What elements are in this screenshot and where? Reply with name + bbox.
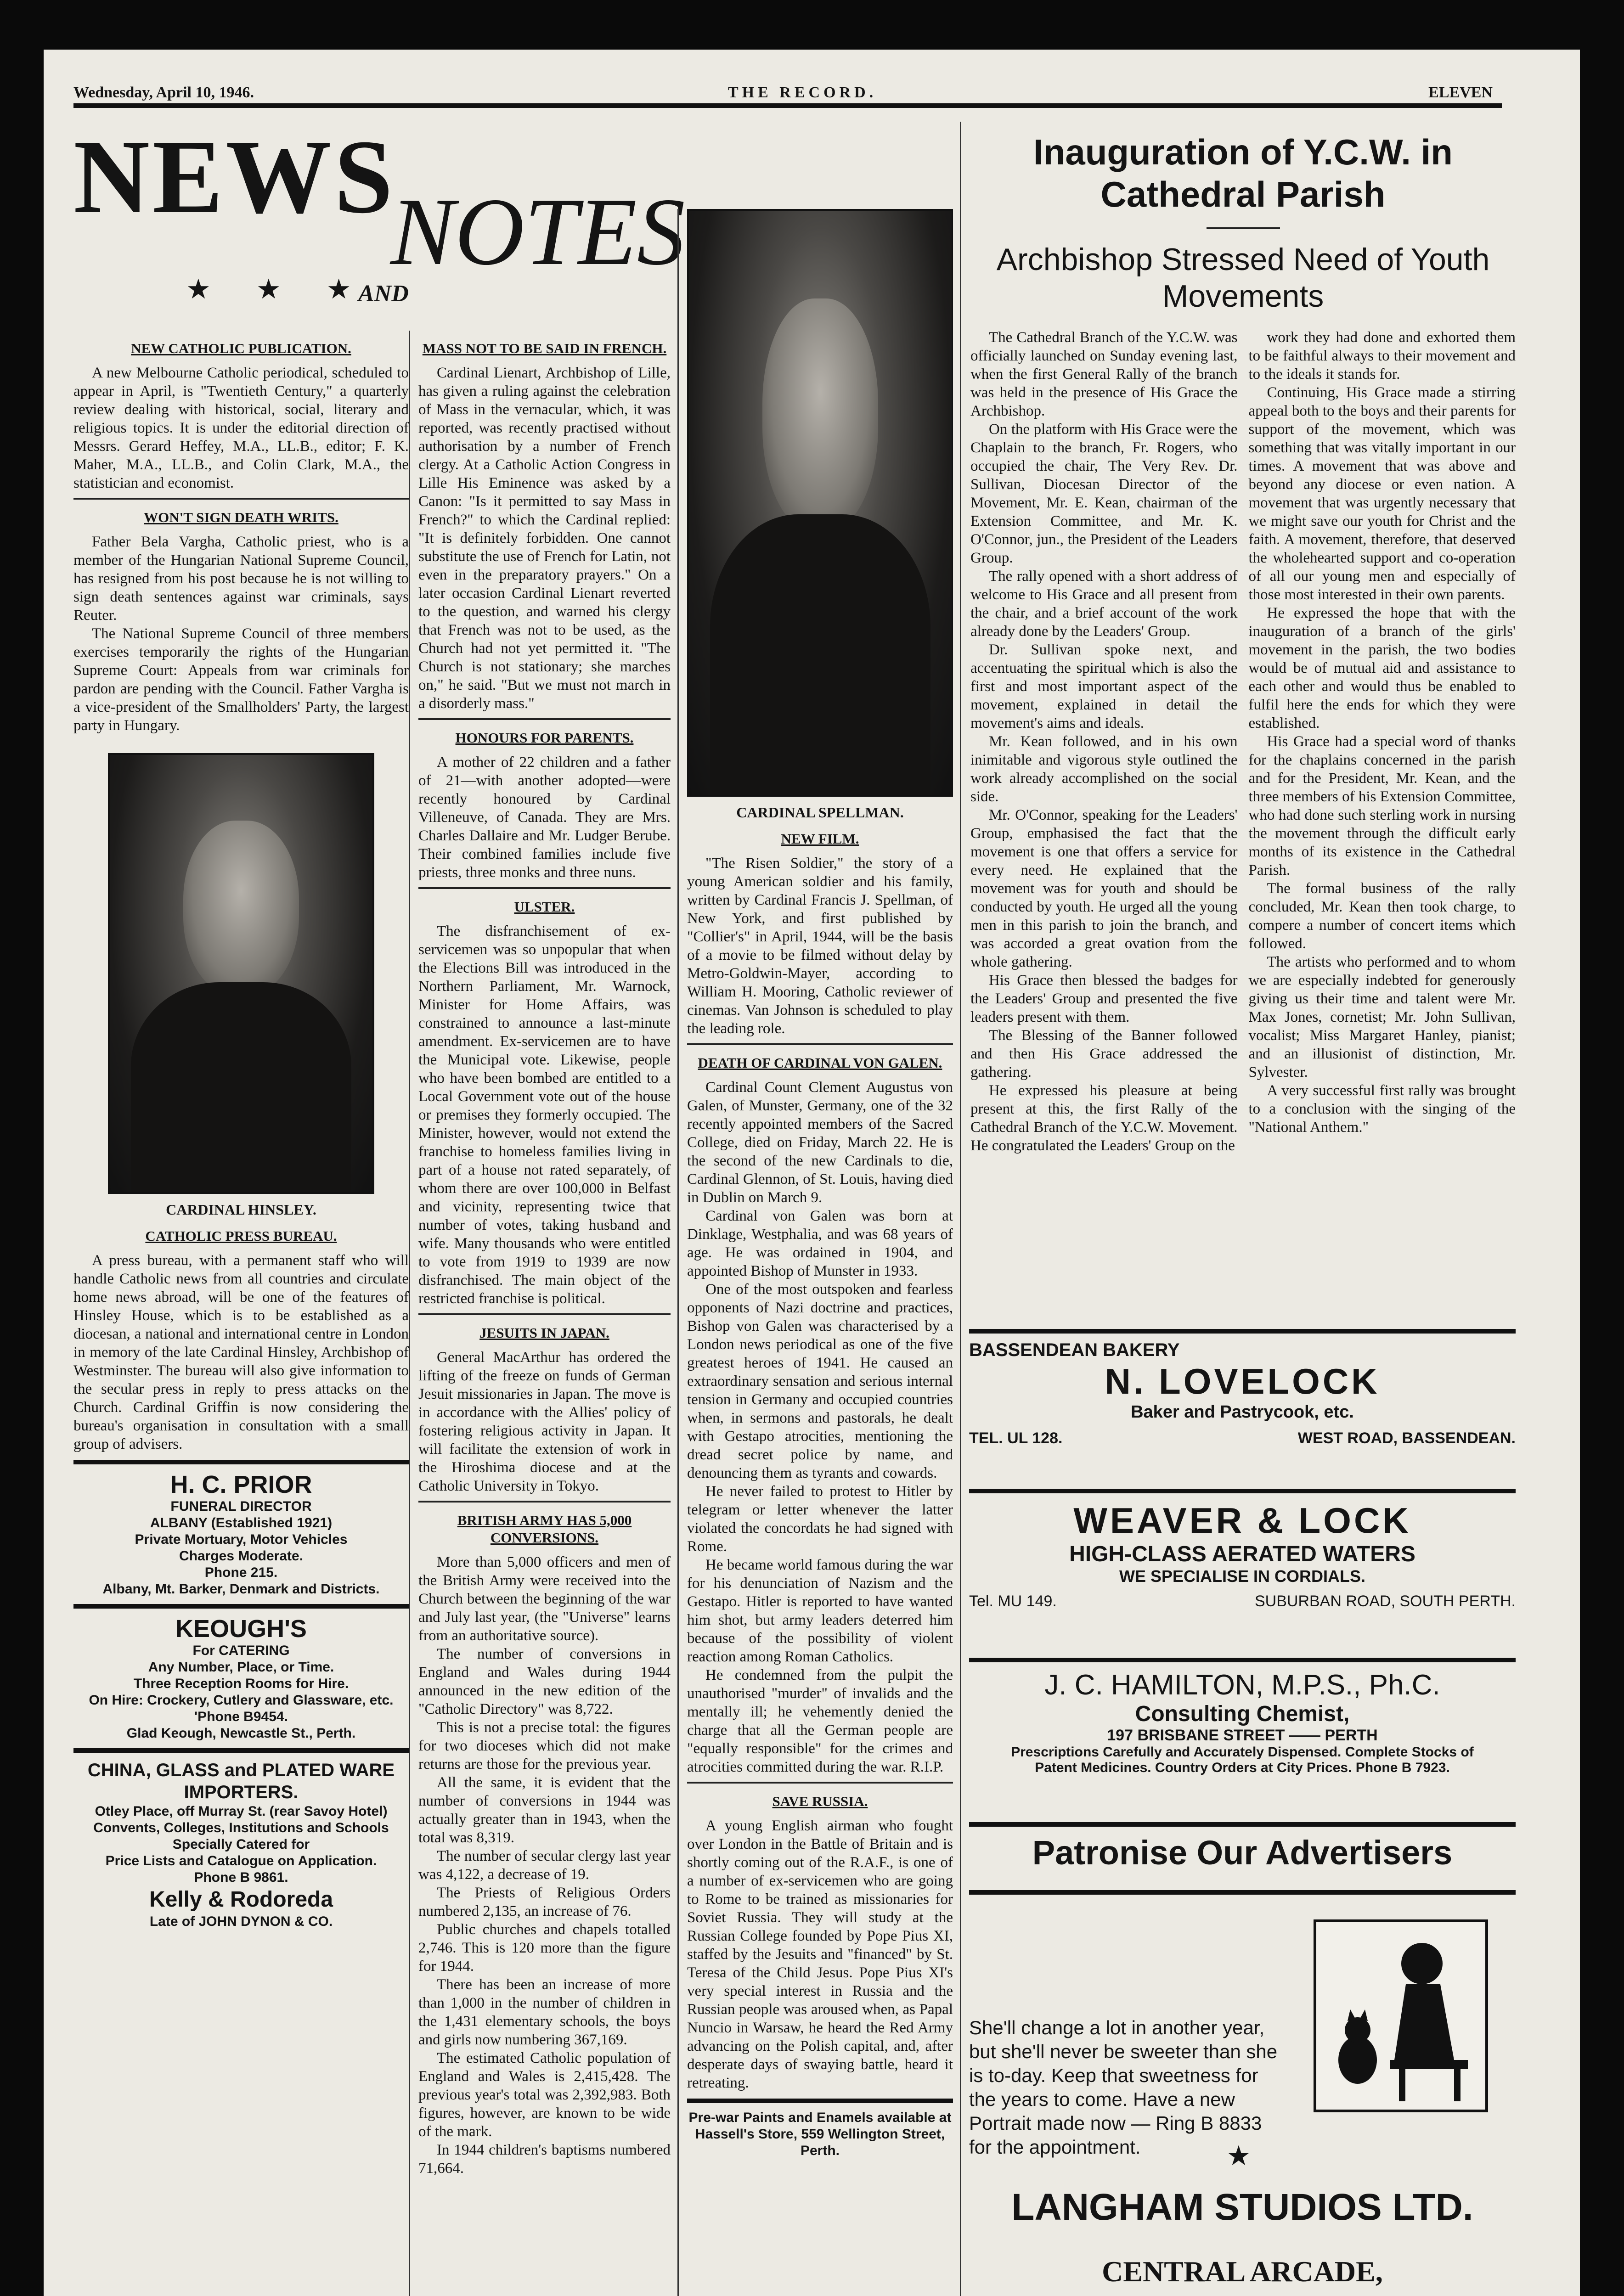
article-body: Mr. Kean followed, and in his own inimitable and vigorous style outlined the work already accomplished on the social side. xyxy=(970,733,1238,805)
ad-line: Glad Keough, Newcastle St., Perth. xyxy=(126,1726,356,1741)
article-body: "The Risen Soldier," the story of a young American soldier and his family, written by Cardinal Francis J. Spellman, of New York, and first published by "Collier's" in April, 1944, will be the basis of a movie to be filmed without delay by Metro-Goldwin-Mayer, according to William H. Mooring, Catholic reviewer of cinemas. Van Johnson is scheduled to play the leading role. xyxy=(687,855,953,1037)
headline: NEW CATHOLIC PUBLICATION. xyxy=(131,340,351,356)
divider xyxy=(418,1501,671,1503)
article-body: A press bureau, with a permanent staff who will handle Catholic news from all countries and circulate home news abroad, will be one of the features of Hinsley House, which is to be established as a diocesan, a national and international centre in London in memory of the late Cardinal Hinsley, Archbishop of Westminster. The bureau will also give information to the secular press in reply to press attacks on the Church. Cardinal Griffin is now considering the bureau's organisation in consultation with a small group of advisers. xyxy=(73,1252,409,1452)
masthead-and: AND xyxy=(358,281,409,307)
column-2 xyxy=(409,331,671,2296)
headline: MASS NOT TO BE SAID IN FRENCH. xyxy=(422,340,667,356)
ad-line: Otley Place, off Murray St. (rear Savoy Hotel) xyxy=(95,1804,388,1819)
article-body: This is not a precise total: the figures for two dioceses which did not make returns are those for the previous year. xyxy=(418,1719,671,1773)
cardinal-spellman-photo xyxy=(687,209,953,797)
ad-weaver-lock xyxy=(969,1500,1516,1651)
column-3 xyxy=(677,209,953,2296)
advertisement-kelly-rodoreda xyxy=(73,1759,409,1930)
ad-line: Three Reception Rooms for Hire. xyxy=(133,1676,349,1691)
divider xyxy=(1207,227,1280,229)
ad-line: ALBANY (Established 1921) xyxy=(150,1515,333,1531)
article-body: He never failed to protest to Hitler by telegram or letter whenever the latter violated the concordats he had signed with Rome. xyxy=(687,1483,953,1555)
ad-top: BASSENDEAN BAKERY xyxy=(969,1340,1180,1360)
ad-line: Patent Medicines. Country Orders at City Prices. Phone B 7923. xyxy=(1035,1760,1450,1775)
advertiser-name: N. LOVELOCK xyxy=(1105,1361,1380,1401)
divider xyxy=(418,718,671,720)
advertiser-name: LANGHAM STUDIOS LTD. xyxy=(1011,2186,1473,2228)
divider xyxy=(969,1822,1516,1827)
ad-line: 197 BRISBANE STREET —— PERTH xyxy=(1107,1727,1378,1744)
divider xyxy=(969,1890,1516,1895)
advertisement-keoughs xyxy=(73,1615,409,1742)
masthead-stars: ★ ★ ★ xyxy=(186,273,370,305)
divider xyxy=(687,1043,953,1045)
article-body: Public churches and chapels totalled 2,746. This is 120 more than the figure for 1944. xyxy=(418,1921,671,1975)
article-body: All the same, it is evident that the number of conversions in 1944 was actually greater than in 1943, when the total was 8,319. xyxy=(418,1774,671,1846)
article-body: The number of secular clergy last year was 4,122, a decrease of 19. xyxy=(418,1848,671,1883)
portrait-silhouette-illustration xyxy=(1314,1919,1488,2112)
article-body: There has been an increase of more than 1,000 in the number of children in the 1,431 elementary schools, the boys and girls now numbering 367,169. xyxy=(418,1976,671,2048)
ad-line: Charges Moderate. xyxy=(179,1548,304,1564)
divider xyxy=(969,1658,1516,1662)
article-body: His Grace then blessed the badges for the Leaders' Group and presented the five leaders present with them. xyxy=(970,972,1238,1025)
paint-advertisement: Pre-war Paints and Enamels available at Hassell's Store, 559 Wellington Street, Perth. xyxy=(688,2110,952,2158)
article-body: A very successful first rally was brought to a conclusion with the singing of the "National Anthem." xyxy=(1248,1082,1516,1136)
divider xyxy=(73,1604,409,1609)
article-body: He expressed the hope that with the inauguration of a branch of the girls' movement in the parish, the two bodies would be of mutual aid and assistance to each other and would thus be enabled to fulfil here the ends for which they were established. xyxy=(1248,605,1516,732)
ad-contact-row xyxy=(969,1429,1516,1447)
ad-line: HIGH-CLASS AERATED WATERS xyxy=(1069,1542,1415,1566)
star-icon: ★ xyxy=(1226,2140,1251,2171)
article-body: Cardinal Count Clement Augustus von Galen, of Munster, Germany, one of the 32 recently appointed members of the Sacred College, died on Friday, March 22. He is the second of the new Cardinals to die, Cardinal Glennon, of St. Louis, having died in Dublin on March 9. xyxy=(687,1079,953,1206)
ad-line: On Hire: Crockery, Cutlery and Glassware, etc. 'Phone B9454. xyxy=(89,1693,394,1724)
ad-line: Price Lists and Catalogue on Application. xyxy=(105,1853,377,1868)
ad-line: WE SPECIALISE IN CORDIALS. xyxy=(1119,1567,1366,1586)
article-body: The number of conversions in England and Wales during 1944 announced in the new edition of the "Catholic Directory" was 8,722. xyxy=(418,1646,671,1717)
photo-caption: CARDINAL SPELLMAN. xyxy=(736,804,904,821)
page-number: ELEVEN xyxy=(1428,84,1493,101)
headline: ULSTER. xyxy=(514,899,575,915)
advertiser-name: KEOUGH'S xyxy=(175,1615,307,1643)
article-body: Cardinal von Galen was born at Dinklage, Westphalia, and was 68 years of age. He was ordained in 1904, and appointed Bishop of Munster in 1933. xyxy=(687,1208,953,1279)
divider xyxy=(969,1489,1516,1493)
article-body: On the platform with His Grace were the Chaplain to the branch, Fr. Rogers, who occupied the chair, The Very Rev. Dr. Sullivan, Diocesan Director of the Movement, Mr. E. Kean, chairman of the Extension Committee, and Mr. K. O'Connor, jun., the President of the Leaders Group. xyxy=(970,421,1238,566)
headline: BRITISH ARMY HAS 5,000 CONVERSIONS. xyxy=(457,1512,632,1546)
article-body: He became world famous during the war for his denunciation of Nazism and the Gestapo. Hitler is reported to have wanted him shot, but army leaders deterred him because of the possibility of violent reaction among Roman Catholics. xyxy=(687,1557,953,1665)
ad-tel: TEL. UL 128. xyxy=(969,1429,1063,1447)
divider xyxy=(969,1329,1516,1334)
article-body: The estimated Catholic population of England and Wales is 2,415,428. The previous year's total was 2,392,983. Both figures, however, are known to be wide of the mark. xyxy=(418,2050,671,2140)
divider xyxy=(687,1782,953,1784)
divider xyxy=(687,2099,953,2103)
article-body: He expressed his pleasure at being present at this, the first Rally of the Cathedral Branch of the Y.C.W. Movement. He congratulated the Leaders' Group on the xyxy=(970,1082,1238,1154)
article-body: The formal business of the rally concluded, Mr. Kean then took charge, to compere a number of concert items which followed. xyxy=(1248,880,1516,952)
advertiser-heading: CHINA, GLASS and PLATED WARE IMPORTERS. xyxy=(87,1760,395,1802)
advertisement-prior xyxy=(73,1471,409,1598)
ad-address: WEST ROAD, BASSENDEAN. xyxy=(1297,1429,1516,1447)
article-body: Mr. O'Connor, speaking for the Leaders' Group, emphasised the fact that the movement is one that offers a service for every need. He explained that the movement was for youth and should be conducted by youth. He urged all the young men in this parish to join the branch, and was accorded a great ovation from the whole gathering. xyxy=(970,807,1238,970)
article-body: A mother of 22 children and a father of 21—with another adopted—were recently honoured by Cardinal Villeneuve, of Canada. They are Mrs. Charles Dallaire and Mr. Ludger Berube. Their combined families include five priests, three monks and three nuns. xyxy=(418,754,671,881)
divider xyxy=(73,498,409,500)
article-column-b xyxy=(1249,328,1516,1155)
masthead-notes: NOTES xyxy=(390,179,685,285)
ad-line: FUNERAL DIRECTOR xyxy=(170,1499,312,1514)
portrait-face xyxy=(183,821,299,996)
ad-line: Any Number, Place, or Time. xyxy=(148,1660,334,1675)
article-title: Inauguration of Y.C.W. in Cathedral Parish xyxy=(1033,132,1453,214)
article-subtitle: Archbishop Stressed Need of Youth Movements xyxy=(996,242,1490,314)
headline: WON'T SIGN DEATH WRITS. xyxy=(144,509,338,525)
ad-line: Consulting Chemist, xyxy=(1135,1702,1350,1726)
ad-line: Phone B 9861. xyxy=(194,1870,288,1885)
advertiser-name: H. C. PRIOR xyxy=(170,1471,312,1498)
headline: SAVE RUSSIA. xyxy=(772,1793,868,1809)
masthead-news: NEWS xyxy=(73,118,396,235)
running-head xyxy=(73,80,1502,108)
article-body: The disfranchisement of ex-servicemen was so unpopular that when the Elections Bill was introduced in the Northern Parliament, Mr. Warnock, Minister for Home Affairs, was constrained to announce a last-minute amendment. Ex-servicemen are to have the Municipal vote. Likewise, people who have been bombed are entitled to a Local Government vote out of the house or premises they formerly occupied. The Minister, however, would not extend the franchise to homeless families living in part of a house not rated separately, of whom there are over 100,000 in Belfast and vicinity, representing twice that number of votes, taking husband and wife. Many thousands who were entitled to vote from 1919 to 1939 are now disfranchised. The main object of the restricted franchise is political. xyxy=(418,923,671,1307)
divider xyxy=(73,1460,409,1464)
ad-line: Phone 215. xyxy=(204,1565,278,1580)
photo-caption: CARDINAL HINSLEY. xyxy=(166,1201,316,1218)
article-body: His Grace had a special word of thanks for the chaplains concerned in the parish and for the President, Mr. Kean, and the three members of his Extension Committee, who had done such sterling work in nursing the movement through the difficult early months of its existence in the Cathedral Parish. xyxy=(1248,733,1516,878)
advertiser-name: J. C. HAMILTON, M.P.S., Ph.C. xyxy=(1044,1669,1440,1701)
article-body: The Priests of Religious Orders numbered 2,135, an increase of 76. xyxy=(418,1885,671,1919)
issue-date: Wednesday, April 10, 1946. xyxy=(73,84,254,101)
portrait-body xyxy=(131,982,351,1192)
ad-line: CENTRAL ARCADE, xyxy=(1102,2255,1383,2288)
divider xyxy=(73,1748,409,1753)
ad-langham-studios xyxy=(969,1901,1516,2296)
column-1 xyxy=(73,331,409,2296)
article-body: The Cathedral Branch of the Y.C.W. was officially launched on Sunday evening last, when the first General Rally of the branch was held in the presence of His Grace the Archbishop. xyxy=(970,329,1238,419)
headline: HONOURS FOR PARENTS. xyxy=(455,730,634,746)
news-and-notes-masthead xyxy=(73,118,685,342)
portrait-face xyxy=(762,298,878,532)
advertiser-name: WEAVER & LOCK xyxy=(1073,1500,1411,1541)
article-body: The rally opened with a short address of welcome to His Grace and all present from the chair, and a brief account of the work already done by the Leaders' Group. xyxy=(970,568,1238,640)
ad-line: Late of JOHN DYNON & CO. xyxy=(149,1914,333,1929)
article-body: Father Bela Vargha, Catholic priest, who is a member of the Hungarian National Supreme Council, has resigned from his post because he is not willing to sign death sentences against war criminals, says Reuter. xyxy=(73,534,409,624)
article-column-a xyxy=(970,328,1238,1155)
right-ads xyxy=(969,1322,1516,2296)
ad-line: Private Mortuary, Motor Vehicles xyxy=(135,1532,348,1547)
ad-line: Baker and Pastrycook, etc. xyxy=(1131,1402,1354,1422)
advertiser-name: Kelly & Rodoreda xyxy=(149,1887,333,1912)
article-body: He condemned from the pulpit the unauthorised "murder" of invalids and the mentally ill; he vehemently denied the charge that all the German people are "equally responsible" for the crimes and atrocities committed during the war. R.I.P. xyxy=(687,1667,953,1775)
article-body: General MacArthur has ordered the lifting of the freeze on funds of German Jesuit missionaries in Japan. The move is in accordance with the Allies' policy of fostering religious activity in Japan. It will facilitate the extension of work in the Hiroshima diocese and at the Catholic University in Tokyo. xyxy=(418,1349,671,1494)
article-body: More than 5,000 officers and men of the British Army were received into the Church between the beginning of the war and July last year, (the "Universe" learns from an authoritative source). xyxy=(418,1554,671,1644)
paper-title: THE RECORD. xyxy=(728,84,877,101)
ad-copy: She'll change a lot in another year, but she'll never be sweeter than she is to-day. Keep that sweetness for the years to come. Have a new Portrait made now — Ring B 8833 for the appointment. xyxy=(969,2017,1278,2158)
ad-hamilton xyxy=(969,1669,1516,1816)
article-body: The National Supreme Council of three members exercises temporarily the rights of the Hungarian Supreme Court: Appeals from war criminals for pardon are pending with the Council. Father Vargha is a vice-president of the Smallholders' Party, the largest party in Hungary. xyxy=(73,625,409,734)
ad-line: Prescriptions Carefully and Accurately Dispensed. Complete Stocks of xyxy=(1011,1745,1474,1760)
portrait-body xyxy=(710,514,930,795)
article-body: In 1944 children's baptisms numbered 71,664. xyxy=(418,2142,671,2177)
ad-patronise: Patronise Our Advertisers xyxy=(1032,1834,1453,1872)
cardinal-hinsley-photo xyxy=(108,753,374,1194)
article-body: work they had done and exhorted them to be faithful always to their movement and to the ideals it stands for. xyxy=(1248,329,1516,383)
article-body: A new Melbourne Catholic periodical, scheduled to appear in April, is "Twentieth Century," a quarterly review dealing with historical, social, literary and religious topics. It is under the editorial direction of Messrs. Gerard Heffey, M.A., LL.B., editor; F. K. Maher, M.A., LL.B., and Colin Clark, M.A., the statistician and economist. xyxy=(73,365,409,491)
headline: CATHOLIC PRESS BUREAU. xyxy=(145,1228,337,1244)
headline: JESUITS IN JAPAN. xyxy=(479,1325,609,1341)
article-body: The artists who performed and to whom we are especially indebted for generously giving us their time and talent were Mr. Max Jones, cornetist; Mr. John Sullivan, vocalist; Miss Margaret Hanley, pianist; and an illusionist of distinction, Mr. Sylvester. xyxy=(1248,954,1516,1080)
article-body: A young English airman who fought over London in the Battle of Britain and is shortly coming out of the R.A.F., is one of a number of ex-servicemen who are going to Rome to be trained as missionaries for Soviet Russia. They will study at the Russian College founded by Pope Pius XI, staffed by the Jesuits and "financed" by St. Teresa of the Child Jesus. Pope Pius XI's very special interest in Russia and the Russian people was aroused when, as Papal Nuncio in Warsaw, he heard the Red Army advancing on the Polish capital, and, after desperate days of swaying battle, heard it retreating. xyxy=(687,1818,953,2091)
ad-line: Convents, Colleges, Institutions and Schools Specially Catered for xyxy=(93,1820,389,1852)
ad-line: Albany, Mt. Barker, Denmark and Districts. xyxy=(102,1581,380,1597)
article-body: Cardinal Lienart, Archbishop of Lille, has given a ruling against the celebration of Mass in the vernacular, which, it was reported, was recently practised without authorisation by a number of French clergy. At a Catholic Action Congress in Lille His Eminence was asked by a Canon: "Is it permitted to say Mass in French?" to which the Cardinal replied: "It is definitely forbidden. One cannot substitute the use of French for Latin, not even in the preparatory prayers." On a later occasion Cardinal Lienart reverted to the question, and warned his clergy that French was not to be used, as the Church had not yet permitted it. "The Church is not stationary; she marches on," he said. "But we must not march in a disorderly mass." xyxy=(418,365,671,712)
article-body: One of the most outspoken and fearless opponents of Nazi doctrine and practices, Bishop von Galen was characterised by a London news periodical as one of the five greatest heroes of 1941. He caused an extraordinary sensation and serious internal tension in Germany and occupied countries when, in sermons and pastorals, he dealt with Gestapo atrocities, mentioning the dread secret police by name, and denouncing them as tyrants and cowards. xyxy=(687,1281,953,1481)
article-columns xyxy=(970,328,1516,1155)
ad-contact-row xyxy=(969,1593,1516,1610)
divider xyxy=(418,1313,671,1315)
ad-line: For CATERING xyxy=(192,1643,290,1658)
article-body: Continuing, His Grace made a stirring appeal both to the boys and their parents for support of the movement, which was something that was vitally important in our times. A movement that was above and beyond any diocese or even nation. A movement that was urgently necessary that we might save our youth for Christ and the faith. A movement, therefore, that deserved the wholehearted support and co-operation of all our young men and especially of those most interested in their own parents. xyxy=(1248,384,1516,603)
article-body: The Blessing of the Banner followed and then His Grace addressed the gathering. xyxy=(970,1027,1238,1080)
child-and-cat-icon xyxy=(1316,1922,1485,2110)
ad-lovelock xyxy=(969,1340,1516,1482)
ad-address: SUBURBAN ROAD, SOUTH PERTH. xyxy=(1254,1593,1516,1610)
ad-tel: Tel. MU 149. xyxy=(969,1593,1057,1610)
headline: NEW FILM. xyxy=(781,831,859,847)
headline: DEATH OF CARDINAL VON GALEN. xyxy=(698,1055,942,1071)
article-body: Dr. Sullivan spoke next, and accentuating the spiritual which is also the first and most important aspect of the movement, explained in detail the movement's aims and ideals. xyxy=(970,642,1238,732)
divider xyxy=(418,887,671,889)
